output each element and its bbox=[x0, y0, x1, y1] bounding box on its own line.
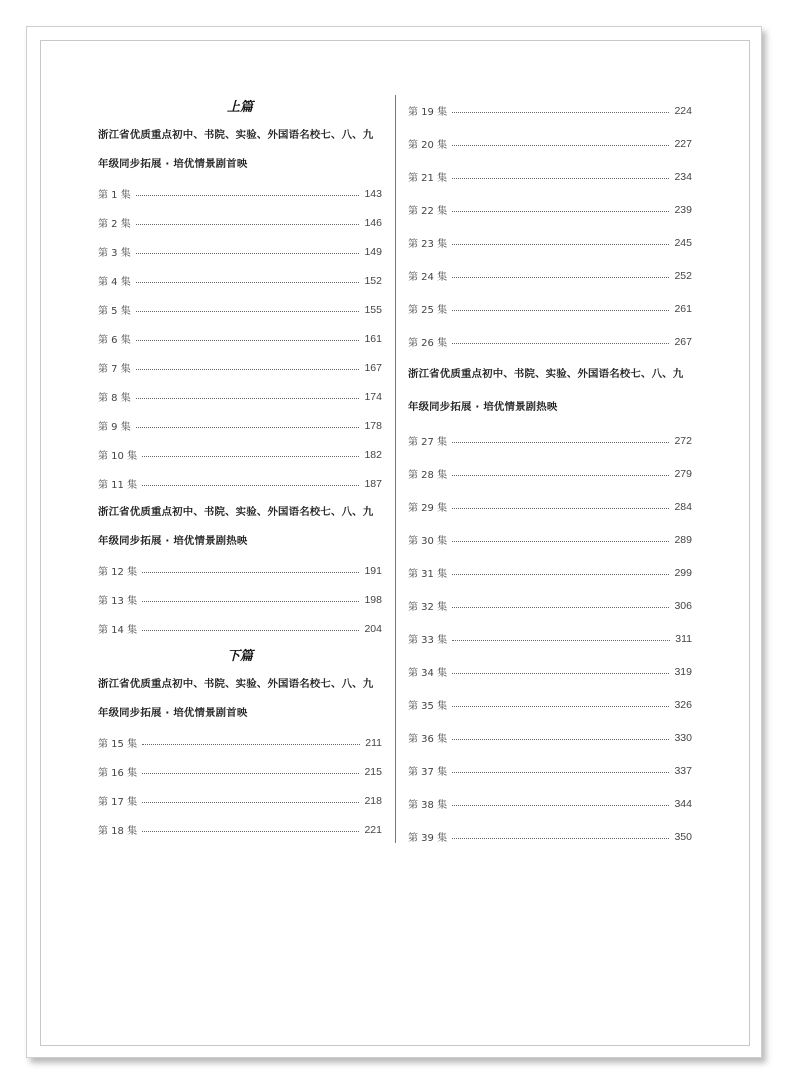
toc-entry[interactable] bbox=[408, 655, 692, 688]
toc-entry[interactable] bbox=[408, 523, 692, 556]
dot-leader bbox=[136, 282, 360, 283]
dot-leader bbox=[452, 145, 669, 146]
entry-page-number: 221 bbox=[364, 823, 382, 836]
dot-leader bbox=[142, 831, 359, 832]
entry-page-number: 326 bbox=[674, 698, 692, 711]
toc-entry[interactable] bbox=[98, 324, 382, 353]
toc-entry[interactable] bbox=[408, 292, 692, 325]
toc-entry[interactable] bbox=[98, 556, 382, 585]
toc-entry[interactable] bbox=[98, 728, 382, 757]
dot-leader bbox=[452, 541, 669, 542]
toc-entry[interactable] bbox=[408, 94, 692, 127]
toc-entry[interactable] bbox=[98, 815, 382, 844]
entry-label: 第 4 集 bbox=[98, 277, 131, 288]
toc-entry[interactable] bbox=[98, 266, 382, 295]
entry-label: 第 7 集 bbox=[98, 364, 131, 375]
entry-page-number: 182 bbox=[364, 448, 382, 461]
toc-entry[interactable] bbox=[408, 820, 692, 853]
entry-page-number: 284 bbox=[674, 500, 692, 513]
entry-label: 第 37 集 bbox=[408, 767, 448, 778]
toc-heading: 年级同步拓展 · 培优情景剧首映 bbox=[98, 707, 248, 719]
entry-label: 第 2 集 bbox=[98, 219, 131, 230]
dot-leader bbox=[452, 673, 669, 674]
entry-label: 第 28 集 bbox=[408, 470, 448, 481]
dot-leader bbox=[136, 427, 360, 428]
dot-leader bbox=[142, 773, 359, 774]
toc-entry[interactable] bbox=[408, 721, 692, 754]
entry-label: 第 39 集 bbox=[408, 833, 448, 844]
entry-label: 第 33 集 bbox=[408, 635, 448, 646]
toc-entry[interactable] bbox=[98, 179, 382, 208]
entry-page-number: 224 bbox=[674, 104, 692, 117]
entry-label: 第 36 集 bbox=[408, 734, 448, 745]
entry-page-number: 350 bbox=[674, 830, 692, 843]
toc-entry[interactable] bbox=[98, 757, 382, 786]
toc-entry[interactable] bbox=[98, 382, 382, 411]
entry-page-number: 245 bbox=[674, 236, 692, 249]
entry-label: 第 12 集 bbox=[98, 567, 138, 578]
section-title: 下篇 bbox=[226, 649, 253, 664]
entry-page-number: 187 bbox=[364, 477, 382, 490]
toc-entry[interactable] bbox=[408, 325, 692, 358]
toc-entry[interactable] bbox=[408, 622, 692, 655]
dot-leader bbox=[452, 805, 669, 806]
entry-label: 第 34 集 bbox=[408, 668, 448, 679]
entry-page-number: 289 bbox=[674, 533, 692, 546]
entry-page-number: 311 bbox=[675, 632, 692, 645]
toc-entry[interactable] bbox=[98, 585, 382, 614]
dot-leader bbox=[452, 640, 670, 641]
dot-leader bbox=[136, 398, 360, 399]
dot-leader bbox=[142, 630, 359, 631]
entry-page-number: 146 bbox=[364, 216, 382, 229]
dot-leader bbox=[452, 244, 669, 245]
entry-page-number: 152 bbox=[364, 274, 382, 287]
dot-leader bbox=[142, 572, 359, 573]
entry-label: 第 29 集 bbox=[408, 503, 448, 514]
entry-page-number: 337 bbox=[674, 764, 692, 777]
toc-entry[interactable] bbox=[98, 295, 382, 324]
dot-leader bbox=[452, 706, 669, 707]
entry-label: 第 26 集 bbox=[408, 338, 448, 349]
entry-page-number: 272 bbox=[674, 434, 692, 447]
entry-page-number: 279 bbox=[674, 467, 692, 480]
toc-entry[interactable] bbox=[408, 259, 692, 292]
entry-label: 第 22 集 bbox=[408, 206, 448, 217]
entry-label: 第 11 集 bbox=[98, 480, 138, 491]
entry-label: 第 18 集 bbox=[98, 826, 138, 837]
entry-page-number: 330 bbox=[674, 731, 692, 744]
toc-heading: 浙江省优质重点初中、书院、实验、外国语名校七、八、九 bbox=[98, 129, 374, 141]
toc-right-column bbox=[408, 94, 692, 853]
toc-entry[interactable] bbox=[98, 440, 382, 469]
dot-leader bbox=[136, 311, 360, 312]
entry-page-number: 344 bbox=[674, 797, 692, 810]
toc-entry[interactable] bbox=[408, 127, 692, 160]
toc-heading: 浙江省优质重点初中、书院、实验、外国语名校七、八、九 bbox=[98, 506, 374, 518]
dot-leader bbox=[136, 224, 360, 225]
toc-entry[interactable] bbox=[408, 193, 692, 226]
entry-page-number: 239 bbox=[674, 203, 692, 216]
dot-leader bbox=[452, 475, 669, 476]
entry-page-number: 306 bbox=[674, 599, 692, 612]
dot-leader bbox=[452, 838, 669, 839]
entry-label: 第 5 集 bbox=[98, 306, 131, 317]
toc-entry[interactable] bbox=[408, 589, 692, 622]
toc-entry[interactable] bbox=[98, 614, 382, 643]
entry-label: 第 6 集 bbox=[98, 335, 131, 346]
entry-page-number: 198 bbox=[364, 593, 382, 606]
entry-page-number: 149 bbox=[364, 245, 382, 258]
dot-leader bbox=[452, 574, 669, 575]
entry-label: 第 8 集 bbox=[98, 393, 131, 404]
toc-left-column bbox=[98, 94, 382, 844]
entry-label: 第 1 集 bbox=[98, 190, 131, 201]
entry-label: 第 13 集 bbox=[98, 596, 138, 607]
toc-entry[interactable] bbox=[98, 208, 382, 237]
toc-entry[interactable] bbox=[408, 226, 692, 259]
toc-entry[interactable] bbox=[408, 457, 692, 490]
entry-label: 第 14 集 bbox=[98, 625, 138, 636]
entry-page-number: 252 bbox=[674, 269, 692, 282]
entry-label: 第 31 集 bbox=[408, 569, 448, 580]
dot-leader bbox=[142, 601, 359, 602]
entry-page-number: 218 bbox=[364, 794, 382, 807]
entry-page-number: 227 bbox=[674, 137, 692, 150]
dot-leader bbox=[452, 343, 669, 344]
toc-entry[interactable] bbox=[98, 411, 382, 440]
entry-label: 第 35 集 bbox=[408, 701, 448, 712]
entry-label: 第 16 集 bbox=[98, 768, 138, 779]
entry-label: 第 30 集 bbox=[408, 536, 448, 547]
dot-leader bbox=[452, 607, 669, 608]
toc-entry[interactable] bbox=[408, 424, 692, 457]
dot-leader bbox=[136, 340, 360, 341]
dot-leader bbox=[452, 739, 669, 740]
dot-leader bbox=[452, 508, 669, 509]
entry-page-number: 167 bbox=[364, 361, 382, 374]
dot-leader bbox=[142, 456, 359, 457]
entry-label: 第 10 集 bbox=[98, 451, 138, 462]
dot-leader bbox=[452, 310, 669, 311]
dot-leader bbox=[452, 112, 669, 113]
toc-heading: 年级同步拓展 · 培优情景剧首映 bbox=[98, 158, 248, 170]
dot-leader bbox=[142, 744, 360, 745]
toc-heading: 年级同步拓展 · 培优情景剧热映 bbox=[98, 535, 248, 547]
entry-label: 第 32 集 bbox=[408, 602, 448, 613]
toc-entry[interactable] bbox=[98, 786, 382, 815]
toc-entry[interactable] bbox=[98, 237, 382, 266]
toc-entry[interactable] bbox=[408, 688, 692, 721]
toc-heading: 浙江省优质重点初中、书院、实验、外国语名校七、八、九 bbox=[98, 678, 374, 690]
entry-label: 第 3 集 bbox=[98, 248, 131, 259]
entry-page-number: 319 bbox=[674, 665, 692, 678]
entry-label: 第 23 集 bbox=[408, 239, 448, 250]
entry-label: 第 27 集 bbox=[408, 437, 448, 448]
entry-page-number: 234 bbox=[674, 170, 692, 183]
toc-heading: 浙江省优质重点初中、书院、实验、外国语名校七、八、九 bbox=[408, 368, 684, 380]
entry-page-number: 143 bbox=[364, 187, 382, 200]
dot-leader bbox=[136, 369, 360, 370]
entry-page-number: 215 bbox=[364, 765, 382, 778]
toc-entry[interactable] bbox=[408, 787, 692, 820]
entry-page-number: 261 bbox=[674, 302, 692, 315]
dot-leader bbox=[452, 211, 669, 212]
entry-page-number: 299 bbox=[674, 566, 692, 579]
dot-leader bbox=[142, 485, 359, 486]
toc-entry[interactable] bbox=[408, 160, 692, 193]
entry-page-number: 191 bbox=[364, 564, 382, 577]
entry-label: 第 25 集 bbox=[408, 305, 448, 316]
entry-page-number: 267 bbox=[674, 335, 692, 348]
dot-leader bbox=[452, 277, 669, 278]
entry-page-number: 161 bbox=[364, 332, 382, 345]
toc-entry[interactable] bbox=[98, 353, 382, 382]
entry-label: 第 24 集 bbox=[408, 272, 448, 283]
entry-label: 第 19 集 bbox=[408, 107, 448, 118]
entry-page-number: 211 bbox=[365, 736, 382, 749]
entry-page-number: 174 bbox=[364, 390, 382, 403]
entry-label: 第 17 集 bbox=[98, 797, 138, 808]
dot-leader bbox=[136, 253, 360, 254]
entry-page-number: 204 bbox=[364, 622, 382, 635]
entry-label: 第 21 集 bbox=[408, 173, 448, 184]
dot-leader bbox=[142, 802, 359, 803]
toc-entry[interactable] bbox=[408, 490, 692, 523]
entry-label: 第 9 集 bbox=[98, 422, 131, 433]
entry-label: 第 15 集 bbox=[98, 739, 138, 750]
toc-heading: 年级同步拓展 · 培优情景剧热映 bbox=[408, 401, 558, 413]
entry-label: 第 20 集 bbox=[408, 140, 448, 151]
column-divider bbox=[395, 95, 396, 843]
dot-leader bbox=[452, 442, 669, 443]
toc-entry[interactable] bbox=[408, 754, 692, 787]
dot-leader bbox=[136, 195, 360, 196]
entry-label: 第 38 集 bbox=[408, 800, 448, 811]
section-title: 上篇 bbox=[226, 100, 253, 115]
dot-leader bbox=[452, 772, 669, 773]
entry-page-number: 155 bbox=[364, 303, 382, 316]
toc-entry[interactable] bbox=[98, 469, 382, 498]
dot-leader bbox=[452, 178, 669, 179]
toc-entry[interactable] bbox=[408, 556, 692, 589]
entry-page-number: 178 bbox=[364, 419, 382, 432]
